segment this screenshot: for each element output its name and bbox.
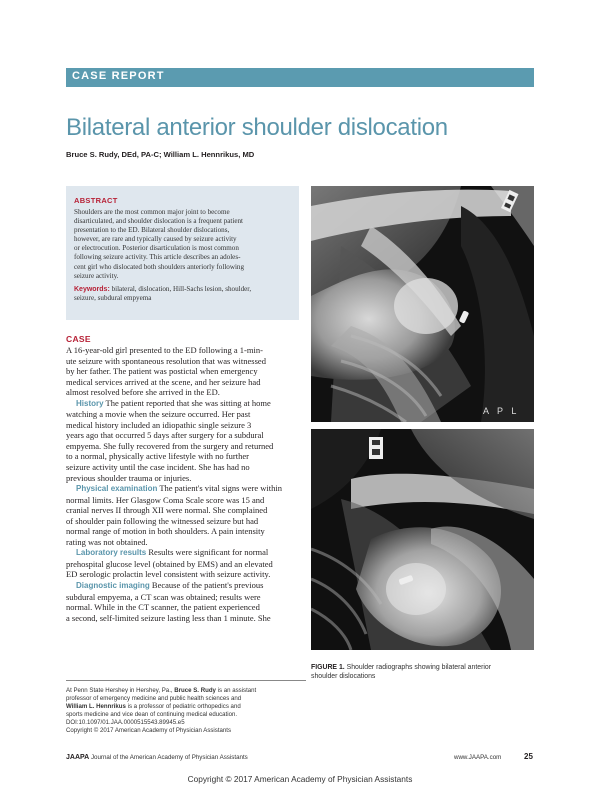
body-line: ute seizure with spontaneous resolution that was witnessed xyxy=(66,355,266,366)
body-line: empyema. She fully recovered from the surgery and returned xyxy=(66,440,274,451)
radiograph-top xyxy=(311,186,534,422)
journal-url[interactable]: www.JAAPA.com xyxy=(454,754,502,761)
keywords-text: bilateral, dislocation, Hill-Sachs lesion, shoulder, xyxy=(109,284,252,293)
caption-text: Shoulder radiographs showing bilateral anterior xyxy=(344,664,492,671)
footnote-text: professor of emergency medicine and public health sciences and xyxy=(66,694,242,702)
abstract-line: presentation to the ED. Bilateral shoulder dislocations, xyxy=(74,226,230,235)
body-line: subdural empyema, a CT scan was obtained; results were xyxy=(66,591,261,602)
journal-name: Journal of the American Academy of Physician Assistants xyxy=(89,754,248,761)
article-title: Bilateral anterior shoulder dislocation xyxy=(66,114,448,141)
footnote-author: Bruce S. Rudy xyxy=(174,687,216,694)
footnote-author: William L. Hennrikus xyxy=(66,702,126,710)
exam-paragraph xyxy=(66,483,299,547)
history-label: History xyxy=(76,398,104,408)
case-paragraph xyxy=(66,345,299,398)
body-line: prehospital glucose level (obtained by EMS) and an elevated xyxy=(66,558,273,569)
page-copyright: Copyright © 2017 American Academy of Physician Assistants xyxy=(187,774,413,784)
footnote-text: sports medicine and vice dean of continuing medical education. xyxy=(66,710,238,718)
abstract-line: Shoulders are the most common major joint to become xyxy=(74,208,230,216)
lab-paragraph xyxy=(66,547,299,580)
section-banner xyxy=(66,68,534,87)
body-line: cranial nerves II through XII were normal. She complained xyxy=(66,505,268,516)
body-line: seizure activity until the case incident. She has had no xyxy=(66,462,250,473)
body-line: rating was not obtained. xyxy=(66,536,148,547)
abstract-line: however, are rare and typically caused by seizure activity xyxy=(74,235,237,244)
history-paragraph xyxy=(66,398,299,483)
body-line: normal range of motion in both shoulders. A pain intensity xyxy=(66,526,265,537)
film-marker xyxy=(369,437,383,459)
exam-label: Physical examination xyxy=(76,484,158,494)
body-line: years ago that occurred 5 days after surgery for a subdural xyxy=(66,430,264,441)
radiograph-top-image xyxy=(311,186,534,422)
abstract-line: or electrocution. Posterior disarticulation is most common xyxy=(74,244,239,253)
abstract-line: disarticulated, and shoulder dislocation is a frequent patient xyxy=(74,217,244,226)
body-line: of shoulder pain following the witnessed seizure but had xyxy=(66,515,259,526)
body-line: normal. While in the CT scanner, the patient experienced xyxy=(66,602,260,613)
body-line: The patient reported that she was sitting at home xyxy=(103,397,271,408)
abstract-box xyxy=(66,186,299,320)
body-line: almost resolved before she arrived in the ED. xyxy=(66,387,220,398)
author-footnote xyxy=(66,680,306,734)
section-label: CASE REPORT xyxy=(72,70,165,82)
keywords-text: seizure, subdural empyema xyxy=(74,293,152,302)
body-column xyxy=(66,334,299,623)
journal-abbr: JAAPA xyxy=(66,754,90,761)
abstract-line: cent girl who dislocated both shoulders anteriorly following xyxy=(74,262,245,271)
body-line: to a normal, physically active lifestyle with no further xyxy=(66,451,249,462)
footnote-copyright: Copyright © 2017 American Academy of Physician Assistants xyxy=(66,726,232,734)
abstract-line: following seizure activity. This article describes an adoles- xyxy=(74,253,241,262)
body-line: The patient's vital signs were within xyxy=(157,483,282,494)
footnote-text: is an assistant xyxy=(215,687,257,694)
abstract-heading: ABSTRACT xyxy=(74,196,118,205)
keywords-label: Keywords: xyxy=(74,285,110,293)
body-line: normal limits. Her Glasgow Coma Scale score was 15 and xyxy=(66,494,265,505)
body-line: A 16-year-old girl presented to the ED following a 1-min- xyxy=(66,345,263,355)
caption-text: shoulder dislocations xyxy=(311,673,376,680)
abstract-keywords xyxy=(74,285,291,303)
body-line: medical history included an idiopathic single seizure 3 xyxy=(66,419,252,430)
running-footer xyxy=(66,754,248,761)
body-line: ED serologic prolactin level consistent with seizure activity. xyxy=(66,569,271,580)
lab-label: Laboratory results xyxy=(76,548,147,558)
case-heading: CASE xyxy=(66,334,91,344)
footnote-text: is a professor of pediatric orthopedics and xyxy=(125,702,241,710)
radiograph-marker-text: A P L xyxy=(483,406,520,416)
abstract-line: seizure activity. xyxy=(74,271,119,280)
doi-text[interactable]: DOI:10.1097/01.JAA.0000515543.89945.e5 xyxy=(66,718,185,726)
figure-caption xyxy=(311,663,491,681)
caption-label: FIGURE 1. xyxy=(311,664,345,671)
body-line: Results were significant for normal xyxy=(146,547,269,558)
body-line: by her father. The patient was postictal when emergency xyxy=(66,366,258,377)
imaging-paragraph xyxy=(66,580,299,623)
page-number: 25 xyxy=(524,752,533,761)
article-authors: Bruce S. Rudy, DEd, PA-C; William L. Hennrikus, MD xyxy=(66,150,255,159)
body-line: previous shoulder trauma or injuries. xyxy=(66,472,192,483)
radiograph-bottom xyxy=(311,429,534,650)
body-line: watching a movie when the seizure occurred. Her past xyxy=(66,409,251,420)
body-line: a second, self-limited seizure lasting less than 1 minute. She xyxy=(66,612,271,623)
footnote-text: At Penn State Hershey in Hershey, Pa., xyxy=(66,687,175,694)
imaging-label: Diagnostic imaging xyxy=(76,581,150,591)
body-line: medical services arrived at the scene, and her seizure had xyxy=(66,376,261,387)
radiograph-bottom-image xyxy=(311,429,534,650)
body-line: Because of the patient's previous xyxy=(149,580,264,591)
